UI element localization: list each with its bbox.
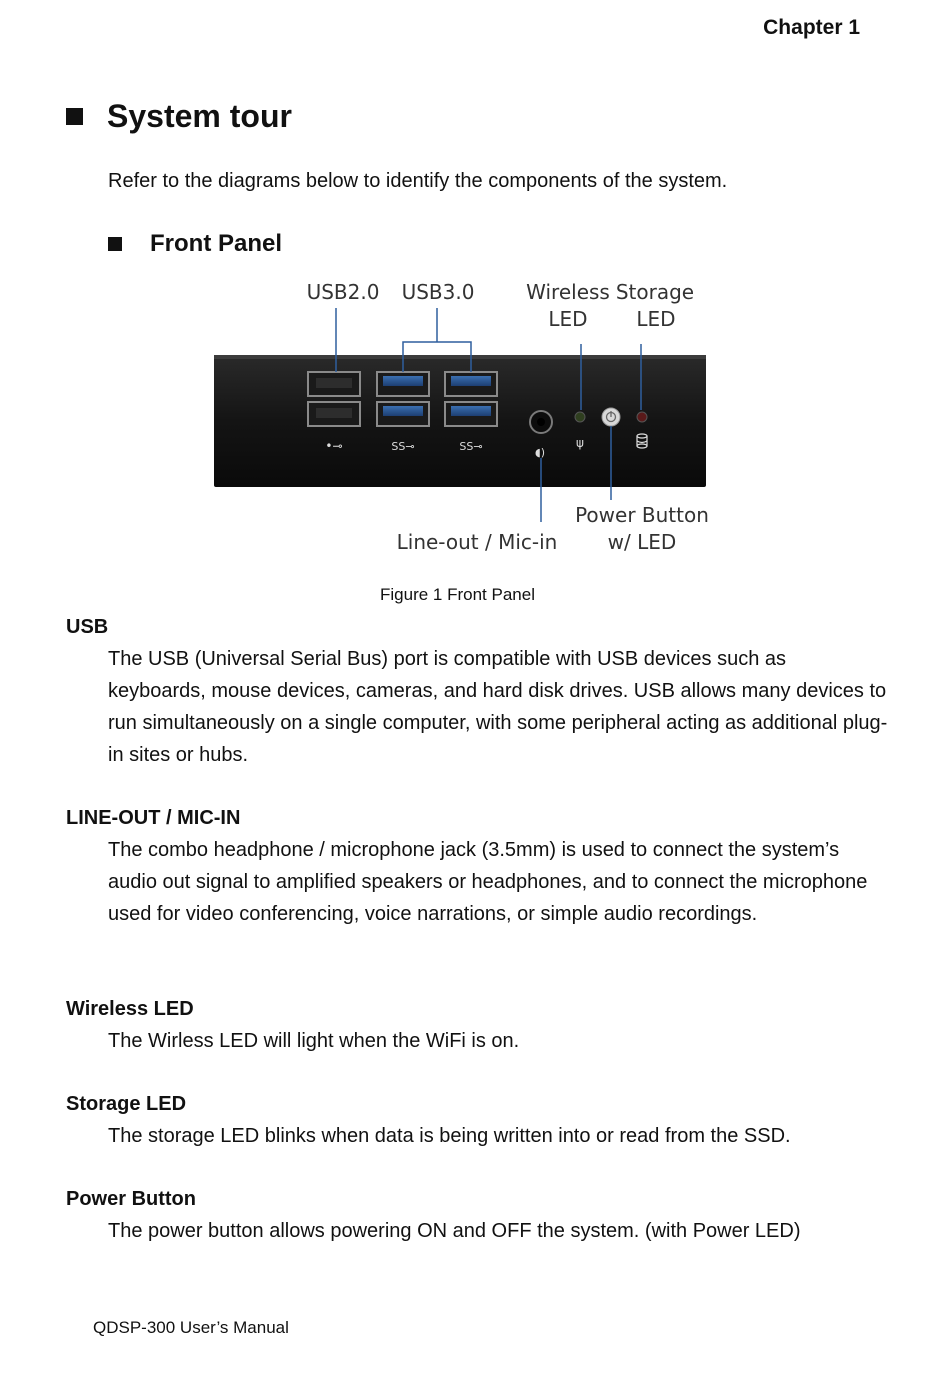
front-panel-figure (200, 270, 740, 570)
square-bullet-icon (66, 108, 83, 125)
power-button (602, 408, 620, 426)
usb3-port (445, 372, 497, 396)
footer-manual-name: QDSP-300 User’s Manual (93, 1318, 289, 1337)
storage-led (637, 412, 647, 422)
subsection-title-text: Front Panel (150, 230, 283, 257)
chapter-label: Chapter 1 (763, 16, 860, 39)
usb-symbol-icon: •⊸ (325, 439, 343, 453)
power-button-label-line1: Power Button (575, 503, 709, 527)
section-title (66, 98, 292, 135)
lineout-micin-label: Line-out / Mic-in (396, 530, 558, 554)
storage-led-label-line1: Storage (615, 280, 695, 304)
usb3-port (377, 372, 429, 396)
subsection-title (108, 230, 282, 258)
wireless-led-description: The Wirless LED will light when the WiFi is on. (108, 1030, 520, 1052)
power-button-label-line2: w/ LED (607, 530, 677, 554)
lineout-micin-description: The combo headphone / microphone jack (3.5mm) is used to connect the system’s audio out signal to amplified speakers or headphones, and to connect the microphone used for video conferencing, voice narrations, or simple audio recordings. (108, 839, 868, 925)
usb-ss-symbol-icon: SS⊸ (459, 440, 483, 453)
figure-caption: Figure 1 Front Panel (380, 585, 535, 604)
wifi-icon: ψ (576, 436, 584, 450)
audio-jack (530, 411, 552, 433)
usb-description: The USB (Universal Serial Bus) port is compatible with USB devices such as keyboards, mouse devices, cameras, and hard disk drives. USB allows many devices to run simultaneously on a single computer, with some peripheral acting as additional plug-in sites or hubs. (108, 648, 888, 766)
power-button-heading: Power Button (66, 1188, 196, 1210)
usb30-label: USB3.0 (401, 280, 475, 304)
usb3-port (377, 402, 429, 426)
storage-led-heading: Storage LED (66, 1093, 187, 1115)
usb2-port (308, 372, 360, 396)
storage-led-label-line2: LED (636, 307, 676, 331)
wireless-led-label-line2: LED (548, 307, 588, 331)
section-intro: Refer to the diagrams below to identify the components of the system. (108, 170, 728, 192)
usb3-port (445, 402, 497, 426)
usb20-label: USB2.0 (306, 280, 380, 304)
wireless-led-heading: Wireless LED (66, 998, 194, 1020)
section-title-text: System tour (107, 98, 292, 134)
front-panel-diagram (200, 270, 740, 570)
usb2-port (308, 402, 360, 426)
wireless-led (575, 412, 585, 422)
wireless-led-label-line1: Wireless (526, 280, 610, 304)
square-bullet-icon (108, 237, 122, 251)
usb-heading: USB (66, 616, 109, 638)
storage-led-description: The storage LED blinks when data is being written into or read from the SSD. (108, 1125, 791, 1147)
headset-icon: ◖) (534, 446, 546, 459)
power-button-description: The power button allows powering ON and OFF the system. (with Power LED) (108, 1220, 801, 1242)
lineout-micin-heading: LINE-OUT / MIC-IN (66, 807, 241, 829)
usb-ss-symbol-icon: SS⊸ (391, 440, 415, 453)
